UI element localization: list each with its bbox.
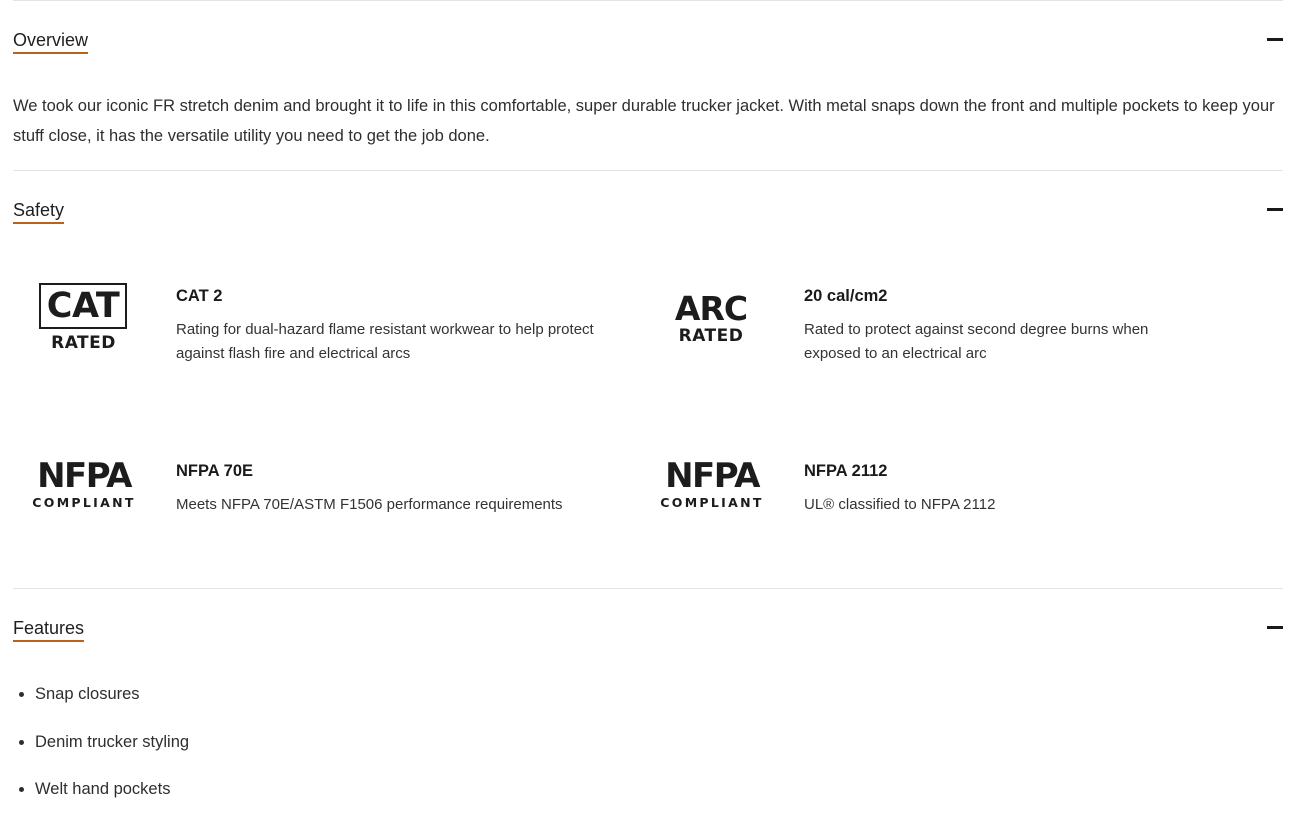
- list-item: • Snap closures: [35, 680, 189, 728]
- overview-collapse-icon[interactable]: [1267, 32, 1283, 48]
- safety-item-desc: UL® classified to NFPA 2112: [804, 496, 996, 513]
- features-collapse-icon[interactable]: [1267, 620, 1283, 636]
- nfpa-badge-sub: COMPLIANT: [32, 495, 136, 510]
- overview-title[interactable]: Overview: [13, 29, 88, 54]
- safety-item-desc: Rated to protect against second degree burns when exposed to an electrical arc: [804, 321, 1149, 362]
- nfpa-compliant-icon: [659, 456, 765, 510]
- safety-item-desc: Rating for dual-hazard flame resistant workwear to help protect against flash fire and electrical arcs: [176, 321, 594, 362]
- arc-rated-icon: [671, 289, 751, 346]
- overview-description: We took our iconic FR stretch denim and brought it to life in this comfortable, super durable trucker jacket. With metal snaps down the front and multiple pockets to keep your stuff close, it has the versatile utility you need to get the job done.: [13, 97, 1275, 145]
- overview-divider: [13, 170, 1283, 171]
- features-title[interactable]: Features: [13, 617, 84, 642]
- nfpa-badge-top: NFPA: [665, 456, 759, 496]
- list-item: • Welt hand pockets: [35, 775, 189, 823]
- safety-divider: [13, 588, 1283, 589]
- cat-badge-box: CAT: [39, 283, 127, 329]
- list-item: • Denim trucker styling: [35, 728, 189, 776]
- safety-title[interactable]: Safety: [13, 199, 64, 224]
- nfpa-compliant-icon: [31, 456, 137, 510]
- safety-item-desc: Meets NFPA 70E/ASTM F1506 performance requirements: [176, 496, 563, 513]
- safety-collapse-icon[interactable]: [1267, 202, 1283, 218]
- safety-item-title: CAT 2: [176, 287, 223, 305]
- arc-badge-sub: RATED: [678, 326, 744, 346]
- nfpa-badge-sub: COMPLIANT: [660, 495, 764, 510]
- cat-badge-sub: RATED: [51, 333, 116, 353]
- safety-item-title: 20 cal/cm2: [804, 287, 888, 305]
- features-list: [13, 680, 189, 823]
- cat-rated-icon: [39, 283, 128, 353]
- nfpa-badge-top: NFPA: [37, 456, 131, 496]
- safety-item-title: NFPA 70E: [176, 462, 254, 480]
- safety-item-title: NFPA 2112: [804, 462, 888, 480]
- top-divider: [13, 0, 1283, 1]
- arc-badge-top: ARC: [674, 289, 748, 328]
